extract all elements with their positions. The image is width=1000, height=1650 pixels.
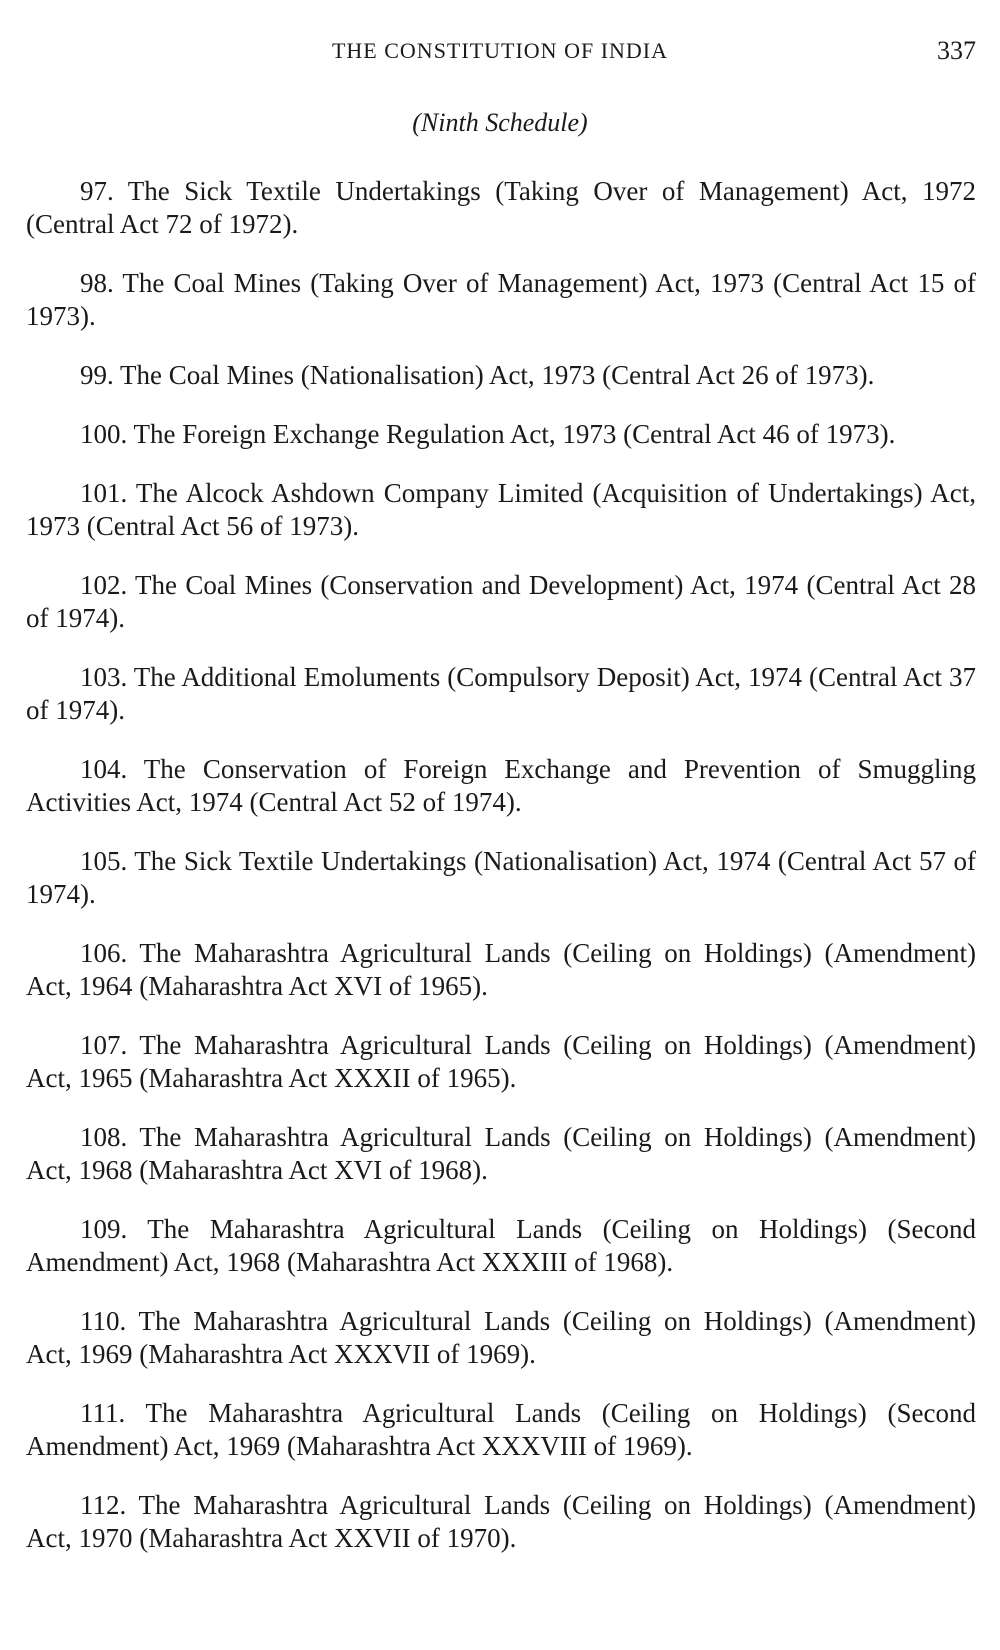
running-header (0, 36, 1000, 66)
entry-109: 109. The Maharashtra Agricultural Lands (Ceiling on Holdings) (Second Amendment) Act, 1968 (Maharashtra Act XXXIII of 1968). (26, 1214, 976, 1277)
page-number: 337 (937, 36, 976, 65)
running-title: THE CONSTITUTION OF INDIA (331, 38, 669, 63)
entry-112: 112. The Maharashtra Agricultural Lands (Ceiling on Holdings) (Amendment) Act, 1970 (Maharashtra Act XXVII of 1970). (26, 1490, 976, 1553)
entry-107: 107. The Maharashtra Agricultural Lands (Ceiling on Holdings) (Amendment) Act, 1965 (Maharashtra Act XXXII of 1965). (26, 1030, 976, 1093)
entry-98: 98. The Coal Mines (Taking Over of Management) Act, 1973 (Central Act 15 of 1973). (26, 268, 976, 331)
entry-list (26, 175, 976, 1581)
entry-99: 99. The Coal Mines (Nationalisation) Act, 1973 (Central Act 26 of 1973). (80, 360, 875, 390)
entry-108: 108. The Maharashtra Agricultural Lands (Ceiling on Holdings) (Amendment) Act, 1968 (Maharashtra Act XVI of 1968). (26, 1122, 976, 1185)
entry-105: 105. The Sick Textile Undertakings (Nationalisation) Act, 1974 (Central Act 57 of 1974). (26, 846, 976, 909)
entry-103: 103. The Additional Emoluments (Compulsory Deposit) Act, 1974 (Central Act 37 of 1974). (26, 662, 976, 725)
entry-104: 104. The Conservation of Foreign Exchange and Prevention of Smuggling Activities Act, 1974 (Central Act 52 of 1974). (26, 754, 976, 817)
entry-101: 101. The Alcock Ashdown Company Limited (Acquisition of Undertakings) Act, 1973 (Central Act 56 of 1973). (26, 478, 976, 541)
entry-110: 110. The Maharashtra Agricultural Lands (Ceiling on Holdings) (Amendment) Act, 1969 (Maharashtra Act XXXVII of 1969). (26, 1306, 976, 1369)
entry-111: 111. The Maharashtra Agricultural Lands (Ceiling on Holdings) (Second Amendment) Act, 1969 (Maharashtra Act XXXVIII of 1969). (26, 1398, 976, 1461)
entry-97: 97. The Sick Textile Undertakings (Taking Over of Management) Act, 1972 (Central Act 72 of 1972). (26, 176, 976, 239)
entry-106: 106. The Maharashtra Agricultural Lands (Ceiling on Holdings) (Amendment) Act, 1964 (Maharashtra Act XVI of 1965). (26, 938, 976, 1001)
entry-100: 100. The Foreign Exchange Regulation Act, 1973 (Central Act 46 of 1973). (80, 419, 896, 449)
entry-102: 102. The Coal Mines (Conservation and Development) Act, 1974 (Central Act 28 of 1974). (26, 570, 976, 633)
schedule-label: (Ninth Schedule) (412, 108, 588, 137)
